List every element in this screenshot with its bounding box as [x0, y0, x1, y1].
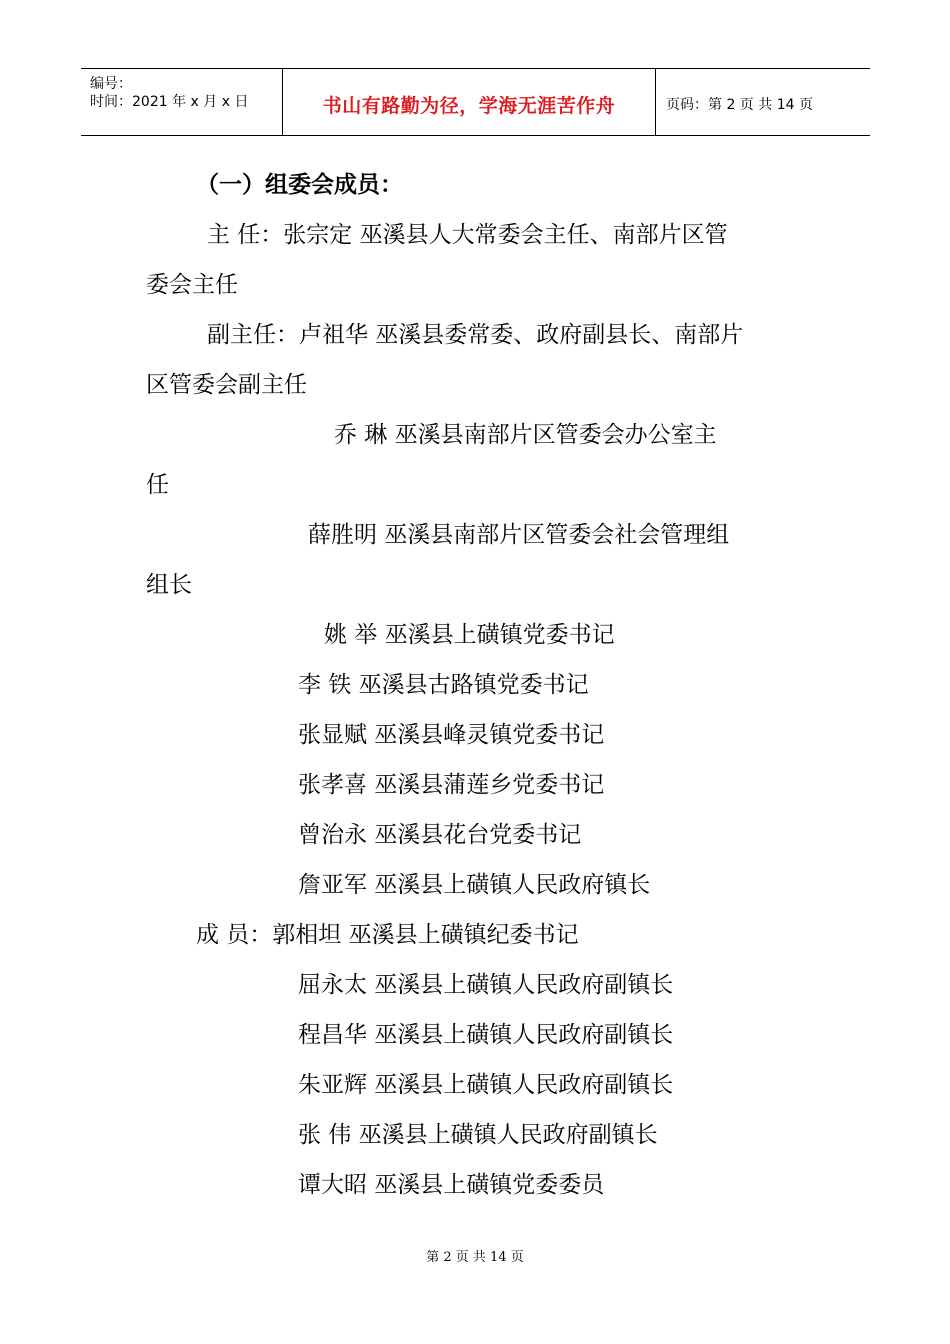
number-label: 编号： — [90, 76, 132, 92]
header-left-cell — [81, 69, 283, 135]
member-line: 任 — [146, 472, 169, 498]
member-line: 张 伟 巫溪县上磺镇人民政府副镇长 — [298, 1122, 658, 1148]
member-line: 主 任：张宗定 巫溪县人大常委会主任、南部片区管 — [207, 222, 728, 248]
page-footer: 第 2 页 共 14 页 — [426, 1250, 524, 1265]
member-line: 成 员：郭相坦 巫溪县上磺镇纪委书记 — [196, 922, 579, 948]
member-line: 副主任：卢祖华 巫溪县委常委、政府副县长、南部片 — [207, 322, 744, 348]
member-line: 委会主任 — [146, 272, 238, 298]
header-motto-cell — [283, 69, 656, 135]
member-line: 谭大昭 巫溪县上磺镇党委委员 — [298, 1172, 605, 1198]
member-line: 李 铁 巫溪县古路镇党委书记 — [298, 672, 589, 698]
member-line: 朱亚辉 巫溪县上磺镇人民政府副镇长 — [298, 1072, 674, 1098]
member-line: 屈永太 巫溪县上磺镇人民政府副镇长 — [298, 972, 674, 998]
motto-text: 书山有路勤为径，学海无涯苦作舟 — [322, 95, 616, 117]
page-info: 页码：第 2 页 共 14 页 — [666, 97, 813, 113]
member-line: 程昌华 巫溪县上磺镇人民政府副镇长 — [298, 1022, 674, 1048]
member-line: 区管委会副主任 — [146, 372, 307, 398]
member-line: 乔 琳 巫溪县南部片区管委会办公室主 — [334, 422, 717, 448]
member-line: 詹亚军 巫溪县上磺镇人民政府镇长 — [298, 872, 651, 898]
member-line: 张显赋 巫溪县峰灵镇党委书记 — [298, 722, 605, 748]
member-line: 张孝喜 巫溪县蒲莲乡党委书记 — [298, 772, 605, 798]
member-line: 薛胜明 巫溪县南部片区管委会社会管理组 — [308, 522, 730, 548]
section-title: （一）组委会成员： — [196, 172, 403, 198]
member-line: 姚 举 巫溪县上磺镇党委书记 — [324, 622, 615, 648]
member-line: 组长 — [146, 572, 192, 598]
member-line: 曾治永 巫溪县花台党委书记 — [298, 822, 582, 848]
header-page-cell — [656, 69, 870, 135]
header-table — [81, 68, 870, 136]
time-label: 时间：2021 年 x 月 x 日 — [90, 94, 249, 110]
